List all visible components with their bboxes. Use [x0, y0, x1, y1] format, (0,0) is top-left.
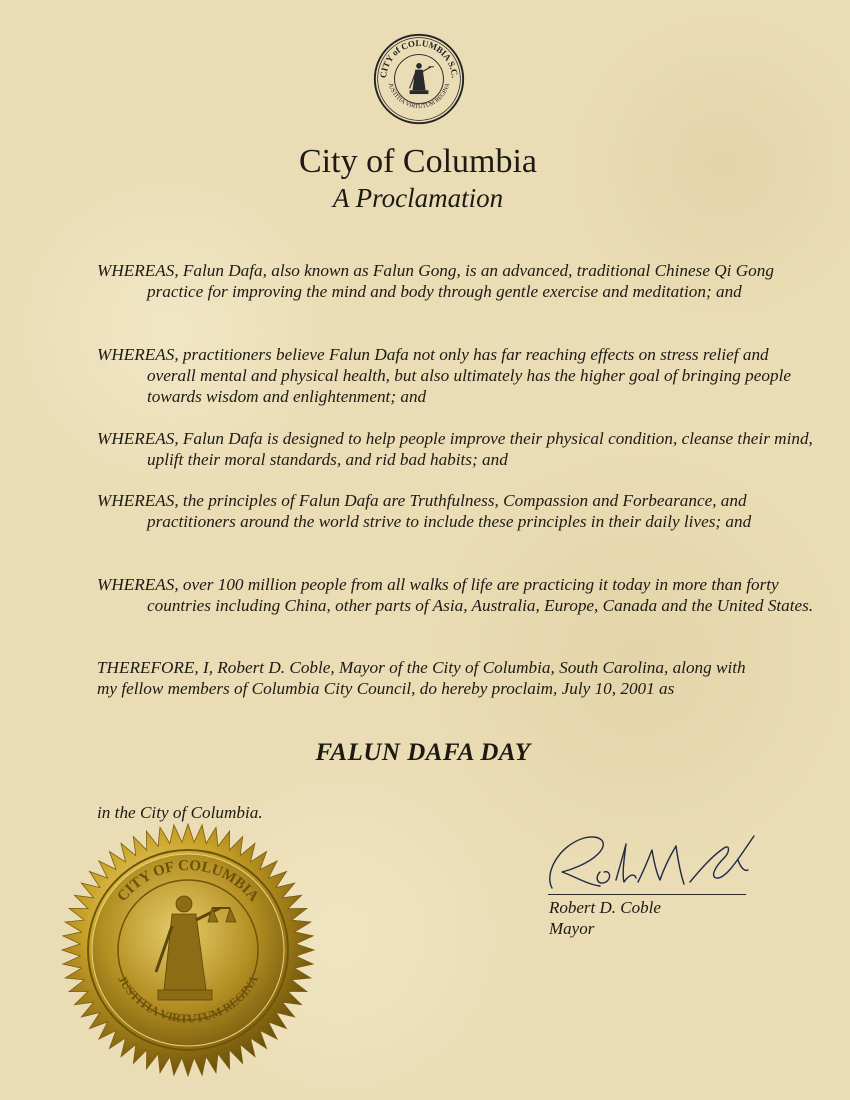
therefore-line-1: THEREFORE, I, Robert D. Coble, Mayor of the City of Columbia, South Carolina, along: [97, 658, 712, 677]
whereas-clause: [97, 260, 815, 302]
whereas-clause: [97, 344, 815, 407]
clause-first-line: WHEREAS, practitioners believe Falun Dafa not only has far reaching effects on stress: [97, 345, 699, 364]
seal-top-text: CITY of COLUMBIA S.C.: [378, 38, 460, 79]
clause-first-line: WHEREAS, Falun Dafa, also known as Falun Gong, is an advanced, traditional Chinese: [97, 261, 710, 280]
gold-seal-top-text: CITY OF COLUMBIA: [114, 857, 262, 905]
whereas-clause: [97, 428, 815, 470]
therefore-clause: [97, 657, 765, 699]
clause-continuation: Qi Gong practice for improving the mind and body through gentle exercise and meditation; and: [147, 261, 774, 301]
whereas-clause: [97, 574, 815, 616]
signer-name: Robert D. Coble: [549, 898, 661, 917]
gold-seal-bottom-text: JUSTITIA VIRTUTUM REGINA: [114, 972, 262, 1026]
seal-bottom-text: JUSTITIA VIRTUTUM REGINA: [386, 82, 452, 111]
clause-continuation: relief and overall mental and physical health, but also ultimately has the higher goal of bringing people towards wisdom and enlightenment; and: [147, 345, 791, 406]
gold-embossed-seal: [60, 822, 316, 1078]
proclaimed-day-title: FALUN DAFA DAY: [315, 739, 531, 766]
clause-continuation: Forbearance, and practitioners around the world strive to include these principles in their daily lives; and: [147, 491, 752, 531]
clause-first-line: WHEREAS, Falun Dafa is designed to help people improve their physical condition,: [97, 429, 678, 448]
clause-continuation: cleanse their mind, uplift their moral standards, and rid bad habits; and: [147, 429, 813, 469]
city-seal-stamp: [372, 32, 466, 126]
signer-title: Mayor: [549, 919, 595, 938]
whereas-clause: [97, 490, 815, 532]
page-title: City of Columbia: [299, 143, 537, 180]
clause-first-line: WHEREAS, over 100 million people from all walks of life are practicing it today in more: [97, 575, 708, 594]
signature-line: [548, 894, 746, 895]
therefore-line-2: with my fellow members of Columbia City Council, do hereby proclaim, July 10, 2001 as: [97, 658, 746, 698]
proclamation-subtitle: A Proclamation: [332, 183, 504, 213]
clause-first-line: WHEREAS, the principles of Falun Dafa are Truthfulness, Compassion and: [97, 491, 619, 510]
closing-line: in the City of Columbia.: [97, 803, 263, 822]
mayor-signature: [540, 826, 770, 898]
clause-continuation: than forty countries including China, other parts of Asia, Australia, Europe, Canada and the United States.: [147, 575, 814, 615]
